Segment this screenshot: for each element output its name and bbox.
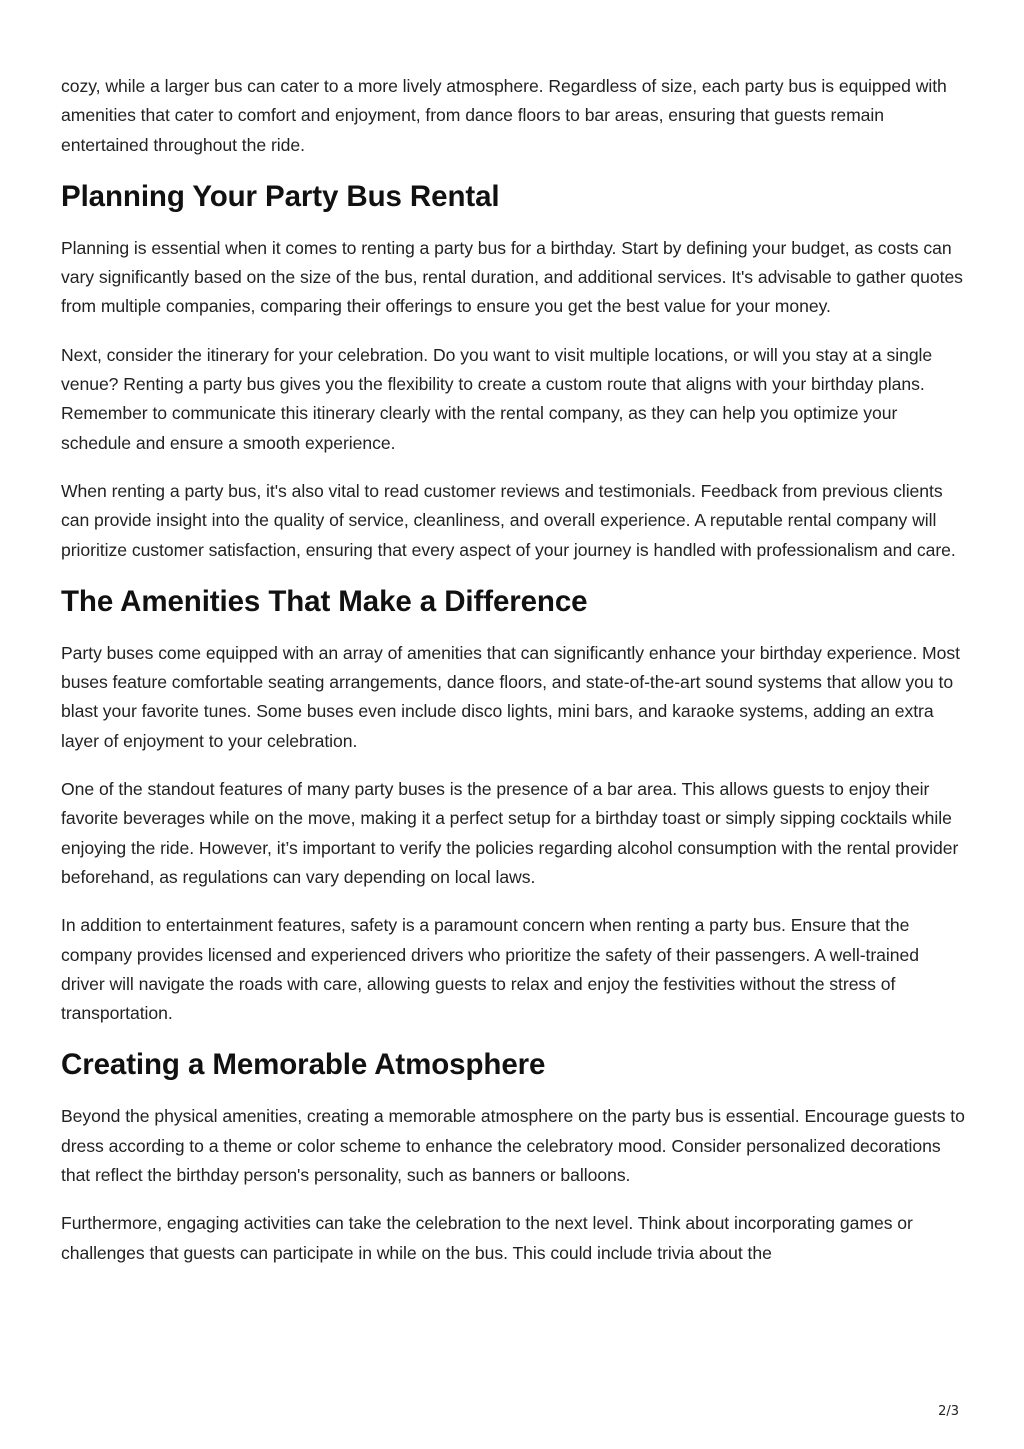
heading-amenities: The Amenities That Make a Difference — [61, 584, 588, 618]
planning-paragraph-1: Planning is essential when it comes to renting a party bus for a birthday. Start by defining your budget, as costs can vary significantly based on the size of the bus, rental duration, and additional services. It's advisable to gather quotes from multiple companies, comparing their offerings to ensure you get the best value for your money. — [61, 237, 963, 317]
heading-planning: Planning Your Party Bus Rental — [61, 179, 500, 213]
intro-paragraph: cozy, while a larger bus can cater to a more lively atmosphere. Regardless of size, each party bus is equipped with amenities that cater to comfort and enjoyment, from dance floors to bar areas, ensuring that guests remain entertained throughout the ride. — [61, 76, 947, 155]
document-page — [61, 72, 966, 1287]
atmosphere-paragraph-1: Beyond the physical amenities, creating a memorable atmosphere on the party bus is essential. Encourage guests to dress according to a theme or color scheme to enhance the celebratory mood. Consider personalized decorations that reflect the birthday person's personality, such as banners or balloons. — [61, 1106, 965, 1186]
atmosphere-paragraph-2: Furthermore, engaging activities can take the celebration to the next level. Think about incorporating games or challenges that guests can participate in while on the bus. This could include trivia about the — [61, 1213, 913, 1263]
amenities-paragraph-1: Party buses come equipped with an array of amenities that can significantly enhance your birthday experience. Most buses feature comfortable seating arrangements, dance floors, and state-of-the-art sound systems that allow you to blast your favorite tunes. Some buses even include disco lights, mini bars, and karaoke systems, adding an extra layer of enjoyment to your celebration. — [61, 642, 960, 751]
amenities-paragraph-2: One of the standout features of many party buses is the presence of a bar area. This allows guests to enjoy their favorite beverages while on the move, making it a perfect setup for a birthday toast or simply sipping cocktails while enjoying the ride. However, it’s important to verify the policies regarding alcohol consumption with the rental provider beforehand, as regulations can vary depending on local laws. — [61, 779, 959, 887]
planning-paragraph-2: Next, consider the itinerary for your celebration. Do you want to visit multiple locations, or will you stay at a single venue? Renting a party bus gives you the flexibility to create a custom route that aligns with your birthday plans. Remember to communicate this itinerary clearly with the rental company, as they can help you optimize your schedule and ensure a smooth experience. — [61, 344, 933, 453]
amenities-paragraph-3: In addition to entertainment features, safety is a paramount concern when renting a party bus. Ensure that the company provides licensed and experienced drivers who prioritize the safety of their passengers. A well-trained driver will navigate the roads with care, allowing guests to relax and enjoy the festivities without the stress of transportation. — [61, 915, 919, 1024]
planning-paragraph-3: When renting a party bus, it's also vital to read customer reviews and testimonials. Feedback from previous clients can provide insight into the quality of service, cleanliness, and overall experience. A reputable rental company will prioritize customer satisfaction, ensuring that every aspect of your journey is handled with professionalism and care. — [61, 480, 956, 560]
page-number: 2/3 — [938, 1404, 959, 1419]
heading-atmosphere: Creating a Memorable Atmosphere — [61, 1048, 546, 1082]
